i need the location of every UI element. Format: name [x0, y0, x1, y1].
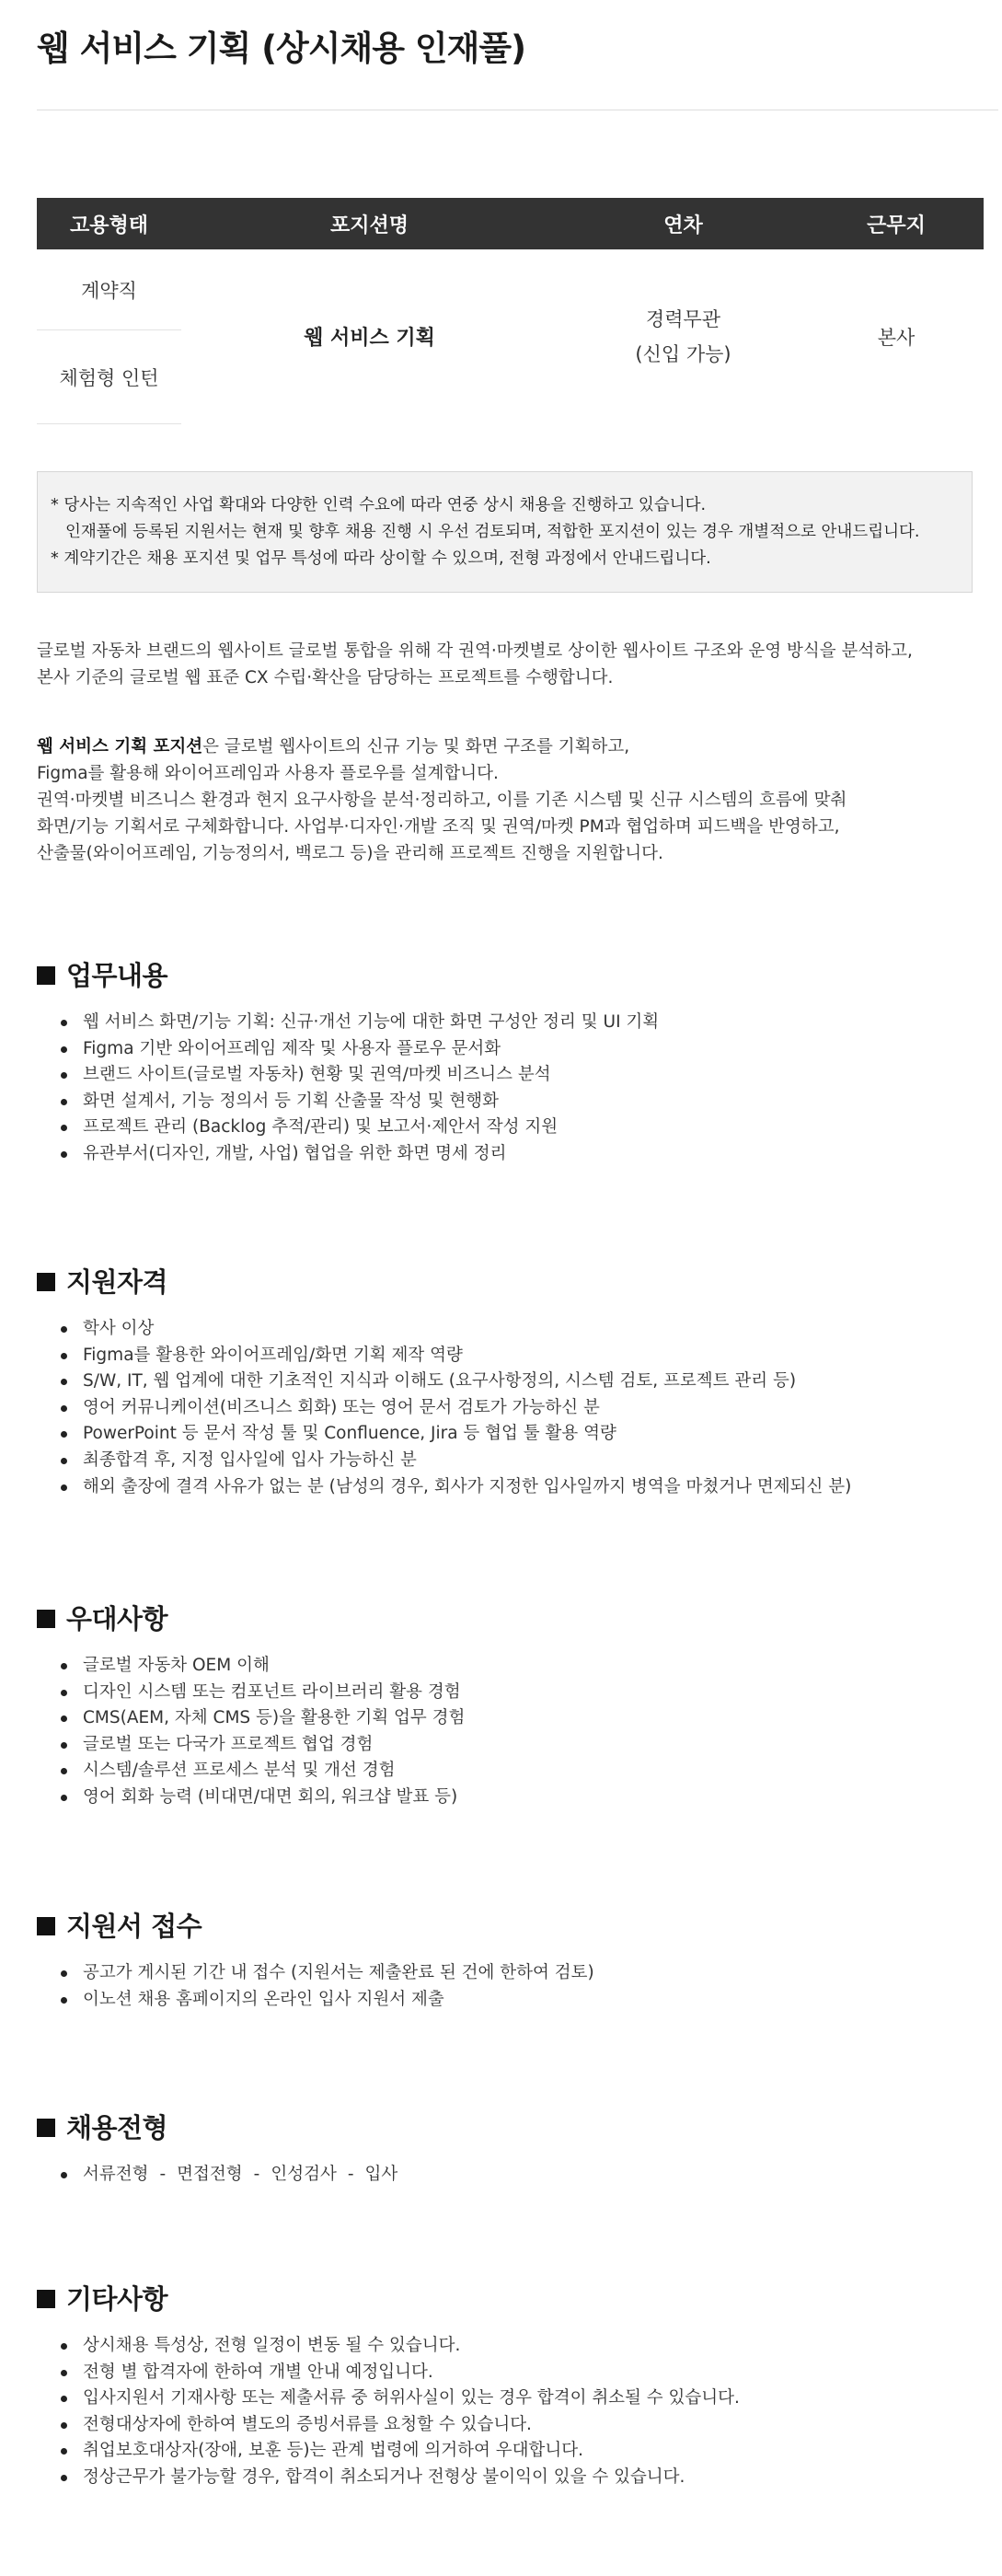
process-steps	[83, 2162, 994, 2189]
notice-box	[37, 471, 973, 593]
section-preferred	[37, 1599, 994, 1811]
process-step: 서류전형	[83, 2165, 149, 2184]
process-separator: -	[347, 2165, 354, 2184]
employment-type-intern: 체험형 인턴	[37, 330, 181, 424]
header-position-name: 포지션명	[181, 198, 558, 249]
intro-project	[37, 638, 994, 691]
intro-line: 산출물(와이어프레임, 기능정의서, 백로그 등)을 관리해 프로젝트 진행을 지원합니다.	[37, 844, 663, 863]
location-cell: 본사	[877, 326, 916, 349]
section-etc	[37, 2279, 994, 2491]
position-table	[37, 198, 984, 424]
process-separator: -	[159, 2165, 167, 2184]
list-item: 화면 설계서, 기능 정의서 등 기획 산출물 작성 및 현행화	[83, 1089, 994, 1115]
list-item: 학사 이상	[83, 1316, 994, 1343]
list-item: 입사지원서 기재사항 또는 제출서류 중 허위사실이 있는 경우 합격이 취소될 수 있습니다.	[83, 2385, 994, 2412]
list-item: 디자인 시스템 또는 컴포넌트 라이브러리 활용 경험	[83, 1680, 994, 1706]
process-separator: -	[253, 2165, 260, 2184]
intro-line: 권역·마켓별 비즈니스 환경과 현지 요구사항을 분석·정리하고, 이를 기존 시스템 및 신규 시스템의 흐름에 맞춰	[37, 791, 847, 810]
list-item: 유관부서(디자인, 개발, 사업) 협업을 위한 화면 명세 정리	[83, 1141, 994, 1168]
preferred-list	[37, 1653, 994, 1811]
section-title: 지원자격	[37, 1262, 994, 1302]
list-item: 공고가 게시된 기간 내 접수 (지원서는 제출완료 된 건에 한하여 검토)	[83, 1960, 994, 1987]
list-item: 브랜드 사이트(글로벌 자동차) 현황 및 권역/마켓 비즈니스 분석	[83, 1062, 994, 1089]
list-item: 상시채용 특성상, 전형 일정이 변동 될 수 있습니다.	[83, 2333, 994, 2360]
experience-line1: 경력무관	[645, 307, 721, 330]
list-item: 글로벌 또는 다국가 프로젝트 협업 경험	[83, 1732, 994, 1759]
section-process	[37, 2108, 994, 2189]
position-name: 웹 서비스 기획	[304, 327, 435, 351]
section-title: 기타사항	[37, 2279, 994, 2319]
list-item: 웹 서비스 화면/기능 기획: 신규·개선 기능에 대한 화면 구성안 정리 및 UI 기획	[83, 1010, 994, 1036]
notice-line: * 계약기간은 채용 포지션 및 업무 특성에 따라 상이할 수 있으며, 전형 과정에서 안내드립니다.	[51, 549, 711, 568]
list-item: 정상근무가 불가능할 경우, 합격이 취소되거나 전형상 불이익이 있을 수 있습니다.	[83, 2465, 994, 2491]
header-location: 근무지	[809, 198, 984, 249]
etc-list	[37, 2333, 994, 2491]
process-step: 인성검사	[271, 2165, 337, 2184]
list-item: 시스템/솔루션 프로세스 분석 및 개선 경험	[83, 1758, 994, 1785]
page-title: 웹 서비스 기획 (상시채용 인재풀)	[37, 29, 525, 68]
list-item: 해외 출장에 결격 사유가 없는 분 (남성의 경우, 회사가 지정한 입사일까지 병역을 마쳤거나 면제되신 분)	[83, 1474, 994, 1501]
position-table-header	[37, 198, 984, 249]
header-employment-type: 고용형태	[37, 198, 181, 249]
list-item: Figma를 활용한 와이어프레임/화면 기획 제작 역량	[83, 1343, 994, 1369]
header-experience: 연차	[558, 198, 809, 249]
application-list	[37, 1960, 994, 2013]
list-item: Figma 기반 와이어프레임 제작 및 사용자 플로우 문서화	[83, 1036, 994, 1063]
intro-line: Figma를 활용해 와이어프레임과 사용자 플로우를 설계합니다.	[37, 764, 499, 783]
list-item: PowerPoint 등 문서 작성 툴 및 Confluence, Jira 등 협업 툴 활용 역량	[83, 1421, 994, 1448]
section-title: 업무내용	[37, 955, 994, 996]
intro-line: 글로벌 자동차 브랜드의 웹사이트 글로벌 통합을 위해 각 권역·마켓별로 상이한 웹사이트 구조와 운영 방식을 분석하고,	[37, 641, 913, 661]
process-list	[37, 2162, 994, 2189]
section-title: 채용전형	[37, 2108, 994, 2148]
intro-line: 웹 서비스 기획 포지션은 글로벌 웹사이트의 신규 기능 및 화면 구조를 기획하고,	[37, 737, 630, 757]
list-item: 최종합격 후, 지정 입사일에 입사 가능하신 분	[83, 1448, 994, 1474]
square-bullet-icon	[37, 1610, 55, 1628]
intro-position	[37, 734, 994, 867]
experience-line2: (신입 가능)	[635, 342, 731, 365]
list-item: 취업보호대상자(장애, 보훈 등)는 관계 법령에 의거하여 우대합니다.	[83, 2438, 994, 2465]
list-item: 글로벌 자동차 OEM 이해	[83, 1653, 994, 1680]
section-duties	[37, 955, 994, 1168]
duties-list	[37, 1010, 994, 1168]
employment-type-contract: 계약직	[37, 249, 181, 330]
section-qualifications	[37, 1262, 994, 1500]
list-item: 영어 회화 능력 (비대면/대면 회의, 워크샵 발표 등)	[83, 1785, 994, 1811]
intro-line: 화면/기능 기획서로 구체화합니다. 사업부·디자인·개발 조직 및 권역/마켓 PM과 협업하며 피드백을 반영하고,	[37, 817, 840, 837]
process-step: 면접전형	[177, 2165, 243, 2184]
section-application	[37, 1906, 994, 2013]
section-title: 우대사항	[37, 1599, 994, 1639]
square-bullet-icon	[37, 966, 55, 985]
notice-line: * 당사는 지속적인 사업 확대와 다양한 인력 수요에 따라 연중 상시 채용을 진행하고 있습니다.	[51, 496, 707, 514]
list-item: 영어 커뮤니케이션(비즈니스 회화) 또는 영어 문서 검토가 가능하신 분	[83, 1395, 994, 1422]
list-item: 전형 별 합격자에 한하여 개별 안내 예정입니다.	[83, 2360, 994, 2386]
table-row	[37, 249, 984, 330]
list-item: S/W, IT, 웹 업계에 대한 기초적인 지식과 이해도 (요구사항정의, 시스템 검토, 프로젝트 관리 등)	[83, 1369, 994, 1395]
list-item: CMS(AEM, 자체 CMS 등)을 활용한 기획 업무 경험	[83, 1705, 994, 1732]
process-step: 입사	[364, 2165, 398, 2184]
intro-line: 본사 기준의 글로벌 웹 표준 CX 수립·확산을 담당하는 프로젝트를 수행합니다.	[37, 668, 614, 687]
list-item: 이노션 채용 홈페이지의 온라인 입사 지원서 제출	[83, 1987, 994, 2014]
intro-position-name: 웹 서비스 기획 포지션	[37, 737, 203, 757]
qualifications-list	[37, 1316, 994, 1500]
square-bullet-icon	[37, 1273, 55, 1291]
section-title: 지원서 접수	[37, 1906, 994, 1946]
list-item: 프로젝트 관리 (Backlog 추적/관리) 및 보고서·제안서 작성 지원	[83, 1115, 994, 1141]
notice-line: 인재풀에 등록된 지원서는 현재 및 향후 채용 진행 시 우선 검토되며, 적합한 포지션이 있는 경우 개별적으로 안내드립니다.	[65, 523, 920, 541]
square-bullet-icon	[37, 2290, 55, 2308]
list-item: 전형대상자에 한하여 별도의 증빙서류를 요청할 수 있습니다.	[83, 2412, 994, 2439]
position-name-cell	[181, 249, 558, 424]
experience-cell	[558, 249, 809, 424]
square-bullet-icon	[37, 2119, 55, 2137]
square-bullet-icon	[37, 1917, 55, 1935]
